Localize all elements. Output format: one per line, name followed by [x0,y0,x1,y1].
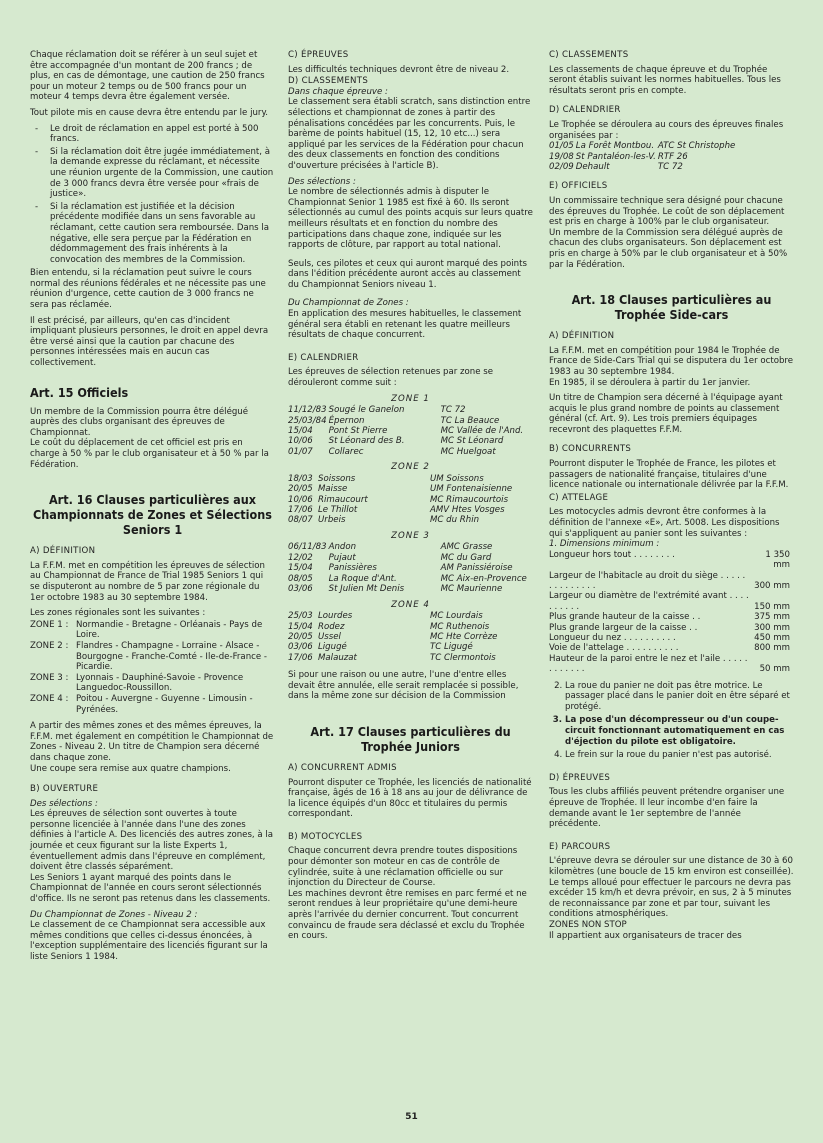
dimension-label: Largeur de l'habitacle au droit du siège . . . . . . . . . . . . . . [549,570,746,592]
club-cell: AM Panissiéroise [440,563,513,574]
section-heading: A) DÉFINITION [549,331,615,342]
section-heading: C) CLASSEMENTS [549,50,629,60]
place-cell: Urbeis [318,515,346,526]
table-row [288,632,499,642]
dash-list [30,124,275,266]
table-row [288,542,529,552]
date-cell: 02/09 [549,161,574,172]
region-value: Normandie - Bretagne - Orléanais - Pays de Loire. [76,619,263,641]
section-heading: C) ATTELAGE [549,492,609,503]
section-heading: E) CALENDRIER [288,352,359,363]
table-row [288,484,514,494]
dimension-value: 1 350 mm [765,549,790,571]
paragraph: Les épreuves de sélection sont ouvertes à toute personne licenciée à l'année dans l'une des zones définies à l'article A. Des licenciés des autres zones, à la journée et ceux figurant sur la liste Experts 1, éventuellement admis dans l'épreuve en complément, doivent être classés séparément. [30,809,274,873]
dimensions-table [549,550,794,675]
paragraph: Les Seniors 1 ayant marqué des points dans le Championnat de l'année en cours seront sélectionnés d'office. Ils ne seront pas retenus dans les classements. [30,872,271,904]
zone-table [288,474,514,526]
paragraph: Pourront disputer ce Trophée, les licenciés de nationalité française, âgés de 16 à 18 ans au jour de délivrance de la licence équipés d'un 80cc et titulaires du permis correspondant. [288,777,532,820]
table-row [549,633,794,643]
zone-3-block [288,531,533,595]
place-cell: La Forêt Montbou. [575,141,655,152]
paragraph: Le classement sera établi scratch, sans distinction entre sélections et championnat de zones à partir des pénalisations concédées par les concurrents. Puis, le barème de points habituel (15, 12, 10 etc...) sera appliqué par les services de la Fédération pour chacun des deux classements en fonction des conditions d'ouverture précisées à l'article B). [288,97,531,171]
dimension-label: Largeur ou diamètre de l'extrémité avant . . . . . . . . . . [549,591,749,612]
subheading: Du Championnat de Zones : [288,298,409,309]
table-row [549,162,737,172]
zone-title: ZONE 1 [391,393,430,404]
zone-1-block [288,394,533,458]
regions-list [30,620,275,715]
subheading: Dans chaque épreuve : [288,86,388,97]
place-cell: Ligugé [318,642,347,653]
dimension-value: 150 mm [754,601,790,612]
table-row [549,141,737,151]
date-cell: 11/12/83 [288,405,327,416]
table-row [288,622,499,632]
date-cell: 20/05 [288,484,313,495]
subheading: Des sélections : [288,176,356,187]
zone-title: ZONE 2 [391,462,430,473]
paragraph: Le nombre de sélectionnés admis à disputer le Championnat Senior 1 1985 est fixé à 60. Ils seront sélectionnés au cumul des points acquis sur leurs quatre meilleurs résultats et en fonction du nombre des participations dans chaque zone, indiquée sur les rapports de clôture, par rapport au total national. [288,187,533,251]
zone-title: ZONE 4 [391,599,430,610]
club-cell: TC 72 [440,405,466,416]
table-row [288,584,529,594]
table-row [288,515,514,525]
club-cell: MC Aix-en-Provence [440,573,527,584]
table-row [288,447,525,457]
table-row [288,563,529,573]
club-cell: RTF 26 [657,151,688,162]
paragraph: Il appartient aux organisateurs de tracer des [549,930,742,941]
club-cell: TC 72 [657,161,683,172]
region-key: ZONE 1 : [30,619,69,630]
paragraph: Un titre de Champion sera décerné à l'équipage ayant acquis le plus grand nombre de points au classement général (cf. Art. 9). Les trois premiers équipages recevront des plaquettes F.F.M. [549,393,783,435]
dimension-value: 375 mm [754,612,790,623]
dimension-label: Plus grande hauteur de la caisse . . [549,612,701,623]
paragraph: Chaque concurrent devra prendre toutes dispositions pour démonter son moteur en cas de contrôle de cylindrée, suite à une réclamation officielle ou sur injonction du Directeur de Course. [288,846,518,889]
place-cell: Ussel [318,631,341,642]
place-cell: Panissières [328,563,377,574]
paragraph: Une coupe sera remise aux quatre champions. [30,764,231,775]
paragraph: Le Trophée se déroulera au cours des épreuves finales organisées par : [549,119,784,141]
article-17-heading: Art. 17 Clauses particulières du Trophée Juniors [310,723,511,754]
date-cell: 15/04 [288,621,313,632]
column-3 [549,50,794,946]
club-cell: MC St Léonard [440,436,504,447]
table-row [288,436,525,446]
place-cell: Rimaucourt [318,494,368,505]
section-heading: D) CALENDRIER [549,105,621,116]
club-cell: MC Vallée de l'And. [440,426,524,437]
section-heading: E) OFFICIELS [549,181,608,192]
date-cell: 08/05 [288,573,313,584]
section-heading: B) OUVERTURE [30,784,99,795]
page-number: 51 [405,1112,418,1122]
date-cell: 20/05 [288,631,313,642]
paragraph: Les machines devront être remises en parc fermé et ne seront rendues à leur propriétaire qu'une demi-heure après l'arrivée du dernier concurrent. Tout concurrent convaincu de fraude sera déclassé et exclu du Trophée en cours. [288,888,527,942]
region-row [30,641,275,673]
table-row [288,553,529,563]
zone-2-block [288,462,533,526]
subheading: 1. Dimensions minimum : [549,539,660,550]
region-value: Flandres - Champagne - Lorraine - Alsace - Bourgogne - Franche-Comté - Ile-de-France - Picardie. [76,640,267,673]
region-key: ZONE 3 : [30,672,69,683]
date-cell: 06/11/83 [288,542,327,553]
zone-title: ZONE 3 [391,530,430,541]
region-value: Poitou - Auvergne - Guyenne - Limousin - Pyrénées. [76,693,253,715]
table-row [288,653,499,663]
paragraph: Les zones régionales sont les suivantes : [30,608,206,619]
paragraph: Le temps alloué pour effectuer le parcours ne devra pas excéder 15 km/h et devra prévoir, en sus, 2 à 5 minutes de reconnaissance par zone et par tour, suivant les conditions atmosphériques. [549,877,792,920]
table-row [288,505,514,515]
club-cell: MC du Gard [440,552,492,563]
column-2 [288,50,533,947]
table-row [549,152,737,162]
table-row [288,642,499,652]
place-cell: Malauzat [318,652,357,663]
table-row [549,550,794,571]
club-cell: UM Fontenaisienne [430,484,513,495]
dimension-label: Plus grande largeur de la caisse . . [549,622,698,633]
calendar-table [549,141,737,172]
club-cell: AMC Grasse [440,542,493,553]
paragraph: Un membre de la Commission sera délégué auprès de chacun des clubs organisateurs. Son déplacement est pris en charge à 50% par le club organisateur et à 50% par la Fédération. [549,227,788,270]
date-cell: 01/05 [549,141,574,152]
section-heading: D) ÉPREUVES [549,772,611,783]
list-item: - Si la réclamation est justifiée et la décision précédente modifiée dans un sens favorable au réclamant, cette caution sera remboursée. Dans la négative, elle sera perçue par la Fédération en dédommagement des frais inhérents à la convocation des membres de la Commission. [30,202,275,266]
article-16-heading: Art. 16 Clauses particulières aux Championnats de Zones et Sélections Seniors 1 [33,492,272,538]
place-cell: Dehault [575,161,610,172]
date-cell: 01/07 [288,446,313,457]
subheading: ZONES NON STOP [549,919,627,930]
list-item: - Le droit de réclamation en appel est porté à 500 francs. [30,124,275,145]
list-item: - Si la réclamation doit être jugée immédiatement, à la demande expresse du réclamant, et nécessite une réunion urgente de la Commission, une caution de 3 000 francs devra être versée pour «frais de justice». [30,147,275,200]
table-row [288,405,525,415]
dimension-value: 50 mm [759,664,790,675]
table-row [549,571,794,592]
section-heading: C) ÉPREUVES [288,50,349,60]
table-row [288,611,499,621]
dimension-value: 450 mm [754,633,790,644]
club-cell: UM Soissons [430,473,484,484]
zone-table [288,611,499,663]
paragraph: Pourront disputer le Trophée de France, les pilotes et passagers de nationalité française, titulaires d'une licence nationale ou internationale délivrée par la F.F.M. [549,459,789,491]
paragraph: La F.F.M. met en compétition les épreuves de sélection au Championnat de France de Trial 1985 Seniors 1 qui se disputeront au nombre de 5 par zone régionale du 1er octobre 1983 au 30 septembre 1984. [30,560,265,603]
section-heading: D) CLASSEMENTS [288,76,369,87]
section-heading: A) CONCURRENT ADMIS [288,762,397,773]
place-cell: Épernon [328,415,365,426]
place-cell: La Roque d'Ant. [328,573,397,584]
date-cell: 03/06 [288,642,313,653]
table-row [288,495,514,505]
place-cell: St Julien Mt Denis [328,584,405,595]
paragraph: Si pour une raison ou une autre, l'une d'entre elles devait être annulée, elle serait remplacée si possible, dans la même zone sur décision de la Commission [288,670,519,702]
club-cell: MC du Rhin [430,515,480,526]
paragraph: Seuls, ces pilotes et ceux qui auront marqué des points dans l'édition précédente auront accès au classement du Championnat Seniors niveau 1. [288,258,527,290]
zone-4-block [288,600,533,664]
table-row [549,591,794,612]
date-cell: 17/06 [288,505,313,516]
date-cell: 03/06 [288,584,313,595]
club-cell: MC Rimaucourtois [430,494,509,505]
date-cell: 17/06 [288,652,313,663]
club-cell: MC Huelgoat [440,446,496,457]
paragraph: Un membre de la Commission pourra être délégué auprès des clubs organisant des épreuves de Championnat. [30,406,249,438]
place-cell: Andon [328,542,357,553]
article-15-heading: Art. 15 Officiels [30,384,129,400]
paragraph: A partir des mêmes zones et des mêmes épreuves, la F.F.M. met également en compétition le Championnat de Zones - Niveau 2. Un titre de Champion sera décerné dans chaque zone. [30,721,274,763]
region-key: ZONE 4 : [30,693,69,704]
section-heading: E) PARCOURS [549,841,611,852]
paragraph: Les classements de chaque épreuve et du Trophée seront établis suivant les normes habituelles. Tous les résultats seront pris en compte. [549,64,781,96]
attelage-rules-list [549,681,794,761]
club-cell: ATC St Christophe [657,141,736,152]
place-cell: Rodez [318,621,345,632]
list-item: 2. La roue du panier ne doit pas être motrice. Le passager placé dans le panier doit en être séparé et protégé. [565,681,794,713]
table-row [549,654,794,675]
dimension-value: 300 mm [754,581,790,592]
place-cell: Collarec [328,446,364,457]
date-cell: 15/04 [288,426,313,437]
section-heading: A) DÉFINITION [30,546,96,557]
subheading: Du Championnat de Zones - Niveau 2 : [30,909,198,920]
column-1 [30,50,275,968]
place-cell: Lourdes [318,611,353,622]
club-cell: AMV Htes Vosges [430,505,505,516]
paragraph: L'épreuve devra se dérouler sur une distance de 30 à 60 kilomètres (une boucle de 15 km environ est conseillée). [549,856,794,877]
table-row [288,474,514,484]
region-value: Lyonnais - Dauphiné-Savoie - Provence Languedoc-Roussillon. [76,672,244,694]
section-heading: B) MOTOCYCLES [288,831,363,842]
table-row [288,574,529,584]
table-row [288,426,525,436]
club-cell: MC Hte Corrèze [430,631,498,642]
region-row [30,620,275,641]
place-cell: St Pantaléon-les-V. [575,151,656,162]
paragraph: La F.F.M. met en compétition pour 1984 le Trophée de France de Side-Cars Trial qui se disputera du 1er octobre 1983 au 30 septembre 1984. [549,345,794,377]
dimension-label: Hauteur de la paroi entre le nez et l'aile . . . . . . . . . . . . [549,653,748,675]
date-cell: 19/08 [549,151,574,162]
date-cell: 08/07 [288,515,313,526]
date-cell: 10/06 [288,494,313,505]
date-cell: 15/04 [288,563,313,574]
paragraph: Le classement de ce Championnat sera accessible aux mêmes conditions que celles ci-dessus énoncées, à l'exception supplémentaire des licenciés figurant sur la liste Seniors 1 1984. [30,920,268,962]
zone-table [288,405,525,457]
date-cell: 25/03/84 [288,415,327,426]
club-cell: MC Lourdais [430,611,483,622]
date-cell: 12/02 [288,552,313,563]
paragraph: Tout pilote mis en cause devra être entendu par le jury. [30,107,269,118]
place-cell: Maisse [318,484,348,495]
paragraph: Il est précisé, par ailleurs, qu'en cas d'incident impliquant plusieurs personnes, le droit en appel devra être versé ainsi que la caution par chacune des personnes intéressées mais en aucun cas collectivement. [30,315,269,369]
table-row [288,416,525,426]
place-cell: Pont St Pierre [328,426,388,437]
club-cell: TC Clermontois [430,652,496,663]
date-cell: 18/03 [288,473,313,484]
dimension-label: Voie de l'attelage . . . . . . . . . . [549,643,679,654]
paragraph: Tous les clubs affiliés peuvent prétendre organiser une épreuve de Trophée. Il leur incombe d'en faire la demande avant le 1er septembre de l'année précédente. [549,787,785,830]
place-cell: Pujaut [328,552,356,563]
place-cell: Le Thillot [318,505,358,516]
date-cell: 10/06 [288,436,313,447]
paragraph: Les motocycles admis devront être conformes à la définition de l'annexe «E», Art. 5008. Les dispositions qui s'appliquent au panier sont les suivantes : [549,507,780,539]
club-cell: MC Maurienne [440,584,503,595]
club-cell: TC Ligugé [430,642,473,653]
region-row [30,673,275,694]
paragraph: Bien entendu, si la réclamation peut suivre le cours normal des réunions fédérales et ne nécessite pas une réunion d'urgence, cette caution de 3 000 francs ne sera pas réclamée. [30,268,266,311]
paragraph: Les épreuves de sélection retenues par zone se dérouleront comme suit : [288,367,494,389]
dimension-label: Longueur hors tout . . . . . . . . [549,549,675,560]
paragraph: Chaque réclamation doit se référer à un seul sujet et être accompagnée d'un montant de 200 francs ; de plus, en cas de démontage, une caution de 250 francs pour un moteur 2 temps ou de 500 francs pour un moteur 4 temps devra être également versée. [30,50,265,103]
list-item: 4. Le frein sur la roue du panier n'est pas autorisé. [565,750,794,761]
club-cell: MC Ruthenois [430,621,490,632]
paragraph: Les difficultés techniques devront être de niveau 2. [288,64,510,75]
dimension-label: Longueur du nez . . . . . . . . . . [549,633,676,644]
paragraph: Le coût du déplacement de cet officiel est pris en charge à 50 % par le club organisateur et à 50 % par la Fédération. [30,438,269,470]
subheading: Des sélections : [30,798,98,809]
dimension-value: 800 mm [754,643,790,654]
article-18-heading: Art. 18 Clauses particulières au Trophée Side-cars [571,292,772,323]
zone-table [288,542,529,594]
club-cell: TC La Beauce [440,415,500,426]
paragraph: En application des mesures habituelles, le classement général sera établi en retenant les quatre meilleurs résultats de chaque concurrent. [288,309,522,341]
table-row [549,643,794,653]
dimension-value: 300 mm [754,622,790,633]
region-row [30,694,275,715]
paragraph: En 1985, il se déroulera à partir du 1er janvier. [549,377,751,388]
list-item: 3. La pose d'un décompresseur ou d'un coupe-circuit fonctionnant automatiquement en cas d'éjection du pilote est obligatoire. [565,715,794,747]
place-cell: St Léonard des B. [328,436,405,447]
paragraph: Un commissaire technique sera désigné pour chacune des épreuves du Trophée. Le coût de son déplacement est pris en charge à 100% par le club organisateur. [549,195,785,228]
place-cell: Sougé le Ganelon [328,405,405,416]
place-cell: Soissons [318,473,356,484]
table-row [549,623,794,633]
date-cell: 25/03 [288,611,313,622]
region-key: ZONE 2 : [30,640,69,651]
table-row [549,612,794,622]
section-heading: B) CONCURRENTS [549,444,632,455]
